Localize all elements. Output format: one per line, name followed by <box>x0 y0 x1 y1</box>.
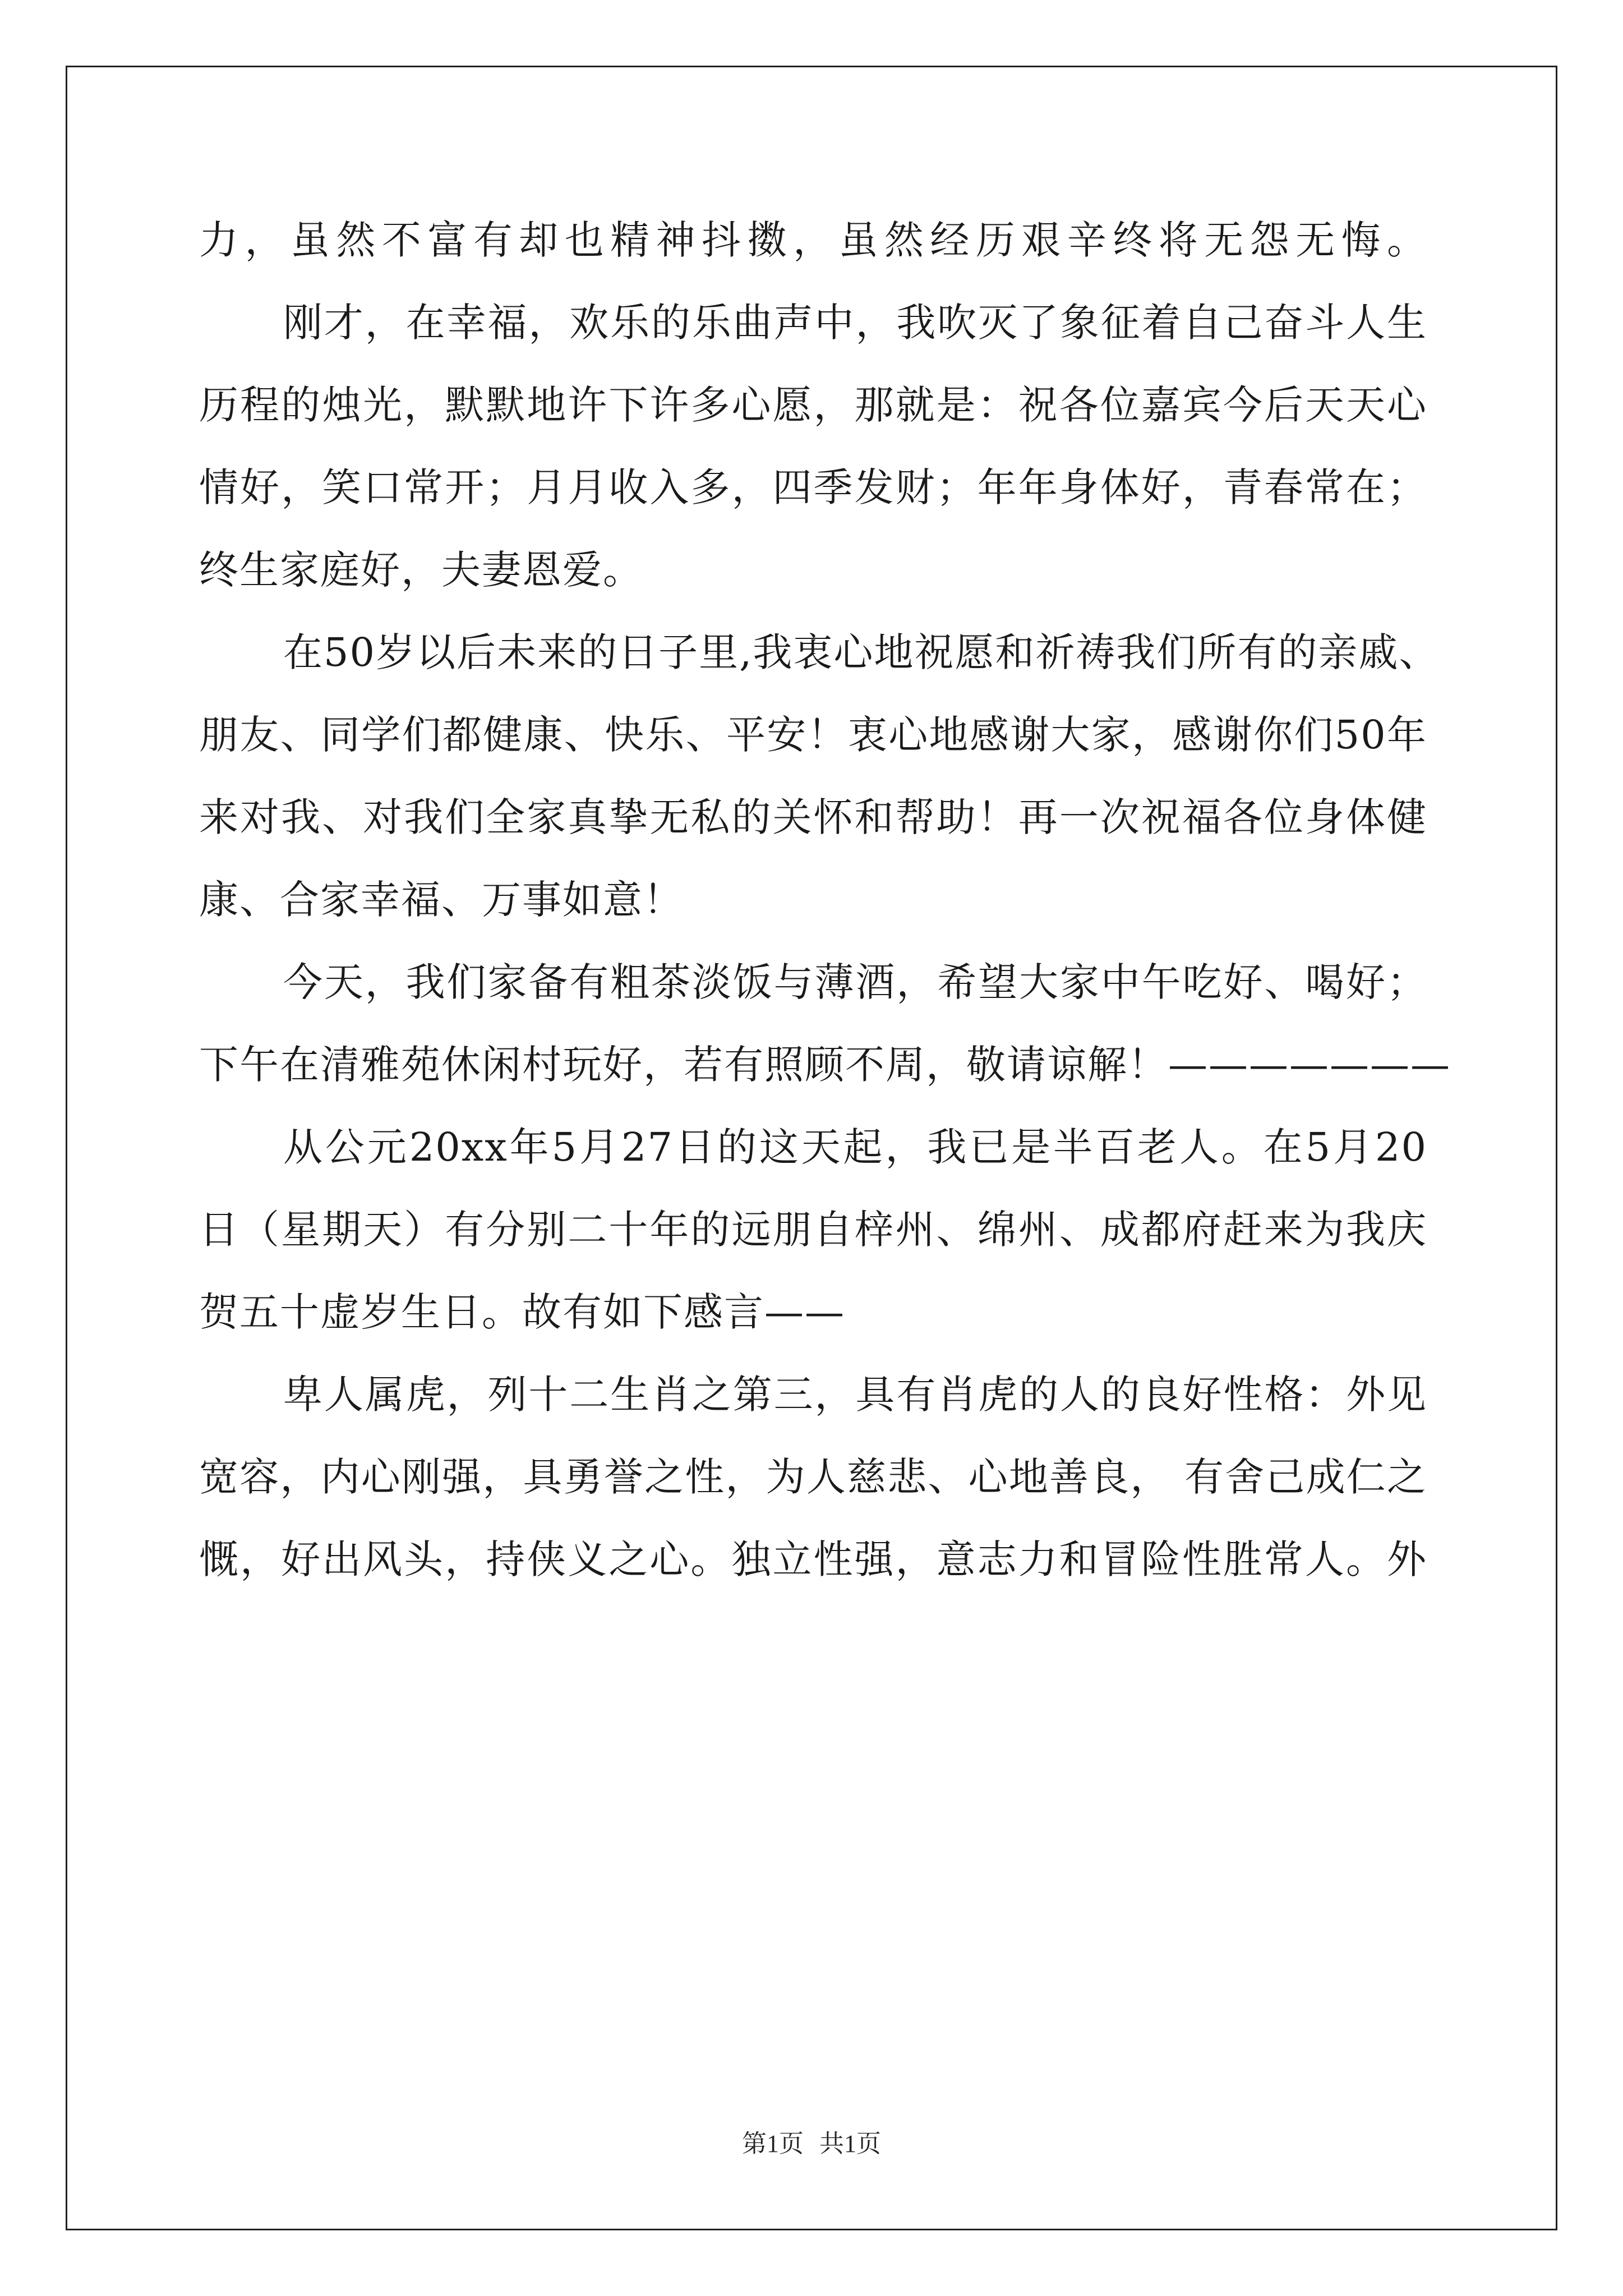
text-line: 日（星期天）有分别二十年的远朋自梓州、绵州、成都府赶来为我庆 <box>199 1207 1427 1253</box>
text-line: 下午在清雅苑休闲村玩好，若有照顾不周，敬请谅解！——————— <box>199 1042 1451 1088</box>
text-line: 终生家庭好，夫妻恩爱。 <box>199 547 643 593</box>
page-number: 第1页 <box>742 2130 804 2157</box>
text-line: 今天，我们家备有粗茶淡饭与薄酒，希望大家中午吃好、喝好； <box>283 959 1427 1005</box>
page-footer <box>0 2123 1623 2159</box>
text-line: 卑人属虎，列十二生肖之第三，具有肖虎的人的良好性格：外见 <box>283 1372 1427 1418</box>
text-line: 情好，笑口常开；月月收入多，四季发财；年年身体好，青春常在； <box>199 464 1427 510</box>
page-total: 共1页 <box>819 2130 881 2157</box>
text-line: 从公元20xx年5月27日的这天起，我已是半百老人。在5月20 <box>283 1124 1427 1170</box>
text-line: 力，虽然不富有却也精神抖擞，虽然经历艰辛终将无怨无悔。 <box>199 217 1427 263</box>
text-line: 朋友、同学们都健康、快乐、平安！衷心地感谢大家，感谢你们50年 <box>199 712 1427 758</box>
text-line: 康、合家幸福、万事如意！ <box>199 877 684 923</box>
text-line: 宽容，内心刚强，具勇誉之性，为人慈悲、心地善良， 有舍己成仁之 <box>199 1454 1427 1500</box>
text-line: 刚才，在幸福，欢乐的乐曲声中，我吹灭了象征着自己奋斗人生 <box>283 300 1427 346</box>
text-line: 慨，好出风头，持侠义之心。独立性强，意志力和冒险性胜常人。外 <box>199 1536 1427 1582</box>
text-line: 在50岁以后未来的日子里,我衷心地祝愿和祈祷我们所有的亲戚、 <box>283 629 1440 675</box>
document-body <box>199 199 1451 1601</box>
text-line: 贺五十虚岁生日。故有如下感言—— <box>199 1289 845 1335</box>
text-line: 历程的烛光，默默地许下许多心愿，那就是：祝各位嘉宾今后天天心 <box>199 382 1427 428</box>
text-line: 来对我、对我们全家真挚无私的关怀和帮助！再一次祝福各位身体健 <box>199 794 1427 840</box>
